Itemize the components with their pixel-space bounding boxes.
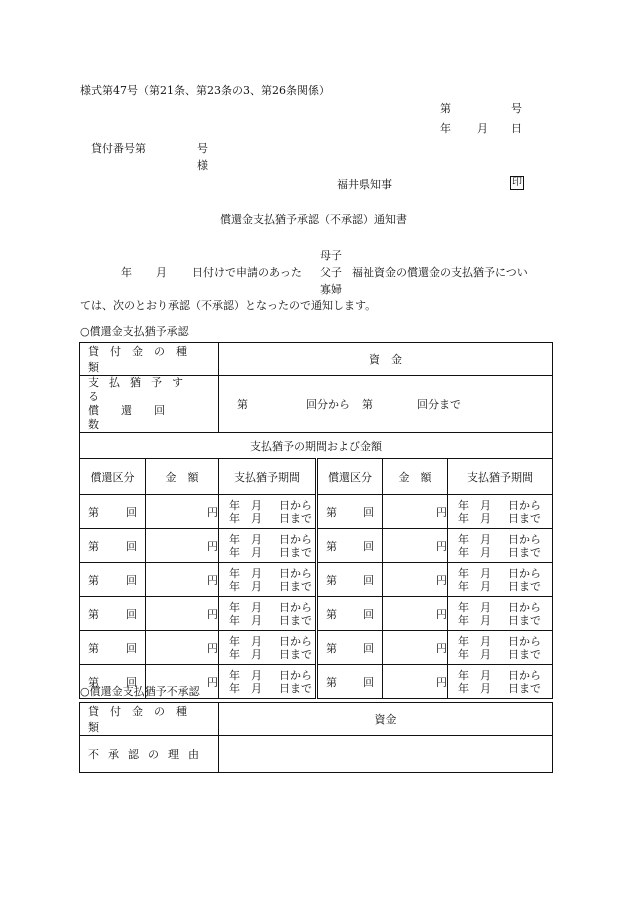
row-period-1[interactable] <box>219 631 317 665</box>
row-to-day: 日まで <box>279 613 312 627</box>
row-amount-2[interactable] <box>383 529 448 563</box>
row-kubun-2 <box>317 631 383 665</box>
col-header-kubun-2: 償還区分 <box>317 459 383 495</box>
row-to-month: 月 <box>251 545 262 559</box>
count-label-cell <box>80 376 219 433</box>
date-month: 月 <box>477 122 488 135</box>
table-row <box>80 597 553 631</box>
row-from-month: 月 <box>480 668 491 682</box>
row-from-month: 月 <box>251 600 262 614</box>
row-to-month: 月 <box>480 511 491 525</box>
row-dai: 第 <box>88 675 99 689</box>
row-kai: 回 <box>126 573 137 587</box>
row-amount-2[interactable] <box>383 495 448 529</box>
row-period-1[interactable] <box>219 597 317 631</box>
table-row <box>80 563 553 597</box>
row-to-month: 月 <box>480 613 491 627</box>
form-number: 様式第47号（第21条、第23条の3、第26条関係） <box>80 84 330 97</box>
approval-heading: ○償還金支払猶予承認 <box>80 325 189 338</box>
dis-loan-type-label: 貸付金の種類 <box>88 705 198 734</box>
row-dai: 第 <box>326 505 337 519</box>
row-from-year: 年 <box>229 634 240 648</box>
body-year: 年 <box>121 266 132 279</box>
row-kubun-1 <box>80 631 146 665</box>
count-to-dai: 第 <box>362 398 373 411</box>
row-to-day: 日まで <box>279 545 312 559</box>
row-kai: 回 <box>126 607 137 621</box>
count-value-cell <box>219 376 553 433</box>
row-to-year: 年 <box>229 511 240 525</box>
date-year: 年 <box>440 122 451 135</box>
row-amount-1[interactable] <box>146 563 219 597</box>
row-from-day: 日から <box>508 566 541 580</box>
row-dai: 第 <box>326 675 337 689</box>
row-from-year: 年 <box>458 498 469 512</box>
row-yen: 円 <box>207 505 218 519</box>
col-header-period-1: 支払猶予期間 <box>219 459 317 495</box>
approval-rows <box>80 495 553 699</box>
row-to-year: 年 <box>229 579 240 593</box>
row-period-2[interactable] <box>448 665 553 699</box>
row-dai: 第 <box>88 539 99 553</box>
row-kai: 回 <box>363 505 374 519</box>
row-to-year: 年 <box>458 647 469 661</box>
row-yen: 円 <box>207 573 218 587</box>
issuer: 福井県知事 <box>337 178 392 191</box>
col-header-period-2: 支払猶予期間 <box>448 459 553 495</box>
row-from-day: 日から <box>508 498 541 512</box>
row-kubun-1 <box>80 563 146 597</box>
body-text2: 福祉資金の償還金の支払猶予につい <box>352 266 528 279</box>
table-row <box>80 529 553 563</box>
row-period-1[interactable] <box>219 563 317 597</box>
row-to-month: 月 <box>480 545 491 559</box>
row-to-day: 日まで <box>508 613 541 627</box>
row-to-month: 月 <box>251 579 262 593</box>
row-to-day: 日まで <box>279 511 312 525</box>
row-dai: 第 <box>326 641 337 655</box>
row-from-day: 日から <box>508 668 541 682</box>
row-kai: 回 <box>126 539 137 553</box>
row-dai: 第 <box>326 573 337 587</box>
row-from-year: 年 <box>229 668 240 682</box>
row-yen: 円 <box>436 505 447 519</box>
document-title: 償還金支払猶予承認（不承認）通知書 <box>220 213 407 226</box>
seal-mark <box>510 175 524 190</box>
loan-number-go: 号 <box>197 142 208 155</box>
row-kubun-1 <box>80 529 146 563</box>
row-kubun-2 <box>317 529 383 563</box>
loan-number-label: 貸付番号第 <box>91 142 146 155</box>
seal-text: 印 <box>512 177 522 188</box>
row-to-year: 年 <box>229 545 240 559</box>
row-kai: 回 <box>363 641 374 655</box>
row-yen: 円 <box>207 641 218 655</box>
row-to-day: 日まで <box>279 579 312 593</box>
row-from-day: 日から <box>508 532 541 546</box>
row-kubun-2 <box>317 495 383 529</box>
row-to-year: 年 <box>458 579 469 593</box>
count-from-dai: 第 <box>237 398 248 411</box>
row-from-month: 月 <box>480 600 491 614</box>
disapproval-table <box>79 702 553 773</box>
row-kai: 回 <box>363 573 374 587</box>
row-to-month: 月 <box>251 647 262 661</box>
row-to-day: 日まで <box>508 511 541 525</box>
count-label-line2 <box>80 404 218 432</box>
row-from-month: 月 <box>251 532 262 546</box>
row-to-day: 日まで <box>279 681 312 695</box>
row-from-month: 月 <box>251 634 262 648</box>
row-from-year: 年 <box>458 532 469 546</box>
row-from-month: 月 <box>251 668 262 682</box>
row-kai: 回 <box>126 641 137 655</box>
loan-type-label-cell <box>80 343 219 376</box>
row-from-month: 月 <box>480 532 491 546</box>
loan-type-value: 資 金 <box>219 343 553 376</box>
date-day: 日 <box>511 122 522 135</box>
row-dai: 第 <box>326 539 337 553</box>
row-to-year: 年 <box>458 545 469 559</box>
row-from-month: 月 <box>480 634 491 648</box>
row-to-year: 年 <box>229 681 240 695</box>
loan-type-label: 貸付金の種類 <box>88 345 198 374</box>
body-line2: ては、次のとおり承認（不承認）となったので通知します。 <box>80 299 377 312</box>
row-kai: 回 <box>363 539 374 553</box>
dis-reason-value[interactable] <box>219 736 553 773</box>
row-yen: 円 <box>436 539 447 553</box>
row-to-year: 年 <box>229 647 240 661</box>
row-from-year: 年 <box>458 566 469 580</box>
row-amount-1[interactable] <box>146 529 219 563</box>
row-to-year: 年 <box>229 613 240 627</box>
fund-type-kafu: 寡婦 <box>320 283 342 296</box>
col-header-amount-2: 金 額 <box>383 459 448 495</box>
doc-number-dai: 第 <box>440 102 451 115</box>
row-kai: 回 <box>363 607 374 621</box>
row-period-1[interactable] <box>219 529 317 563</box>
row-to-day: 日まで <box>508 579 541 593</box>
body-text1: 日付けで申請のあった <box>192 266 302 279</box>
row-period-2[interactable] <box>448 597 553 631</box>
row-to-month: 月 <box>251 681 262 695</box>
row-amount-2[interactable] <box>383 665 448 699</box>
row-from-year: 年 <box>458 600 469 614</box>
table-row <box>80 631 553 665</box>
approval-table <box>79 342 553 699</box>
table-row <box>80 495 553 529</box>
period-header: 支払猶予の期間および金額 <box>80 433 553 459</box>
row-to-month: 月 <box>480 681 491 695</box>
row-from-day: 日から <box>279 634 312 648</box>
row-to-month: 月 <box>251 613 262 627</box>
row-amount-2[interactable] <box>383 597 448 631</box>
row-yen: 円 <box>207 675 218 689</box>
doc-number-go: 号 <box>511 102 522 115</box>
row-from-month: 月 <box>251 498 262 512</box>
row-period-2[interactable] <box>448 529 553 563</box>
count-label-line2-text: 償還回数 <box>88 404 187 431</box>
row-dai: 第 <box>88 641 99 655</box>
row-dai: 第 <box>88 573 99 587</box>
row-yen: 円 <box>436 573 447 587</box>
row-dai: 第 <box>326 607 337 621</box>
row-to-day: 日まで <box>508 647 541 661</box>
body-month: 月 <box>156 266 167 279</box>
row-period-2[interactable] <box>448 563 553 597</box>
col-header-kubun-1: 償還区分 <box>80 459 146 495</box>
row-to-year: 年 <box>458 613 469 627</box>
count-to: 回分まで <box>417 398 461 411</box>
row-amount-2[interactable] <box>383 563 448 597</box>
row-kubun-1 <box>80 597 146 631</box>
row-kai: 回 <box>126 675 137 689</box>
row-to-month: 月 <box>480 647 491 661</box>
row-from-day: 日から <box>279 668 312 682</box>
row-from-month: 月 <box>480 498 491 512</box>
row-to-day: 日まで <box>279 647 312 661</box>
row-period-2[interactable] <box>448 631 553 665</box>
row-from-day: 日から <box>279 600 312 614</box>
row-kubun-2 <box>317 665 383 699</box>
row-kubun-2 <box>317 563 383 597</box>
row-kubun-2 <box>317 597 383 631</box>
row-period-1[interactable] <box>219 495 317 529</box>
count-from: 回分から <box>306 398 350 411</box>
row-from-day: 日から <box>279 532 312 546</box>
row-dai: 第 <box>88 505 99 519</box>
row-yen: 円 <box>436 675 447 689</box>
row-yen: 円 <box>436 641 447 655</box>
addressee-sama: 様 <box>197 159 208 172</box>
count-label-line1: 支払猶予する <box>88 376 193 403</box>
row-to-day: 日まで <box>508 545 541 559</box>
row-from-year: 年 <box>229 498 240 512</box>
row-to-year: 年 <box>458 511 469 525</box>
col-header-amount-1: 金 額 <box>146 459 219 495</box>
row-from-month: 月 <box>251 566 262 580</box>
row-period-2[interactable] <box>448 495 553 529</box>
row-amount-1[interactable] <box>146 495 219 529</box>
row-kai: 回 <box>363 675 374 689</box>
row-from-month: 月 <box>480 566 491 580</box>
dis-reason-label: 不承認の理由 <box>88 748 208 761</box>
row-yen: 円 <box>207 607 218 621</box>
row-kai: 回 <box>126 505 137 519</box>
row-from-year: 年 <box>229 532 240 546</box>
row-from-day: 日から <box>279 566 312 580</box>
dis-loan-type-label-cell <box>80 703 219 736</box>
row-amount-2[interactable] <box>383 631 448 665</box>
row-kubun-1 <box>80 495 146 529</box>
fund-type-fushi: 父子 <box>320 266 342 279</box>
row-amount-1[interactable] <box>146 631 219 665</box>
row-from-year: 年 <box>229 566 240 580</box>
dis-reason-label-cell <box>80 736 219 773</box>
row-period-1[interactable] <box>219 665 317 699</box>
row-from-day: 日から <box>279 498 312 512</box>
row-to-month: 月 <box>480 579 491 593</box>
row-amount-1[interactable] <box>146 597 219 631</box>
row-to-year: 年 <box>458 681 469 695</box>
row-yen: 円 <box>207 539 218 553</box>
row-from-day: 日から <box>508 600 541 614</box>
row-from-day: 日から <box>508 634 541 648</box>
dis-loan-type-value: 資金 <box>219 703 553 736</box>
fund-type-boshi: 母子 <box>320 249 342 262</box>
row-from-year: 年 <box>458 668 469 682</box>
row-yen: 円 <box>436 607 447 621</box>
row-to-day: 日まで <box>508 681 541 695</box>
row-from-year: 年 <box>458 634 469 648</box>
row-dai: 第 <box>88 607 99 621</box>
disapproval-heading: ○償還金支払猶予不承認 <box>80 685 200 698</box>
row-from-year: 年 <box>229 600 240 614</box>
row-to-month: 月 <box>251 511 262 525</box>
